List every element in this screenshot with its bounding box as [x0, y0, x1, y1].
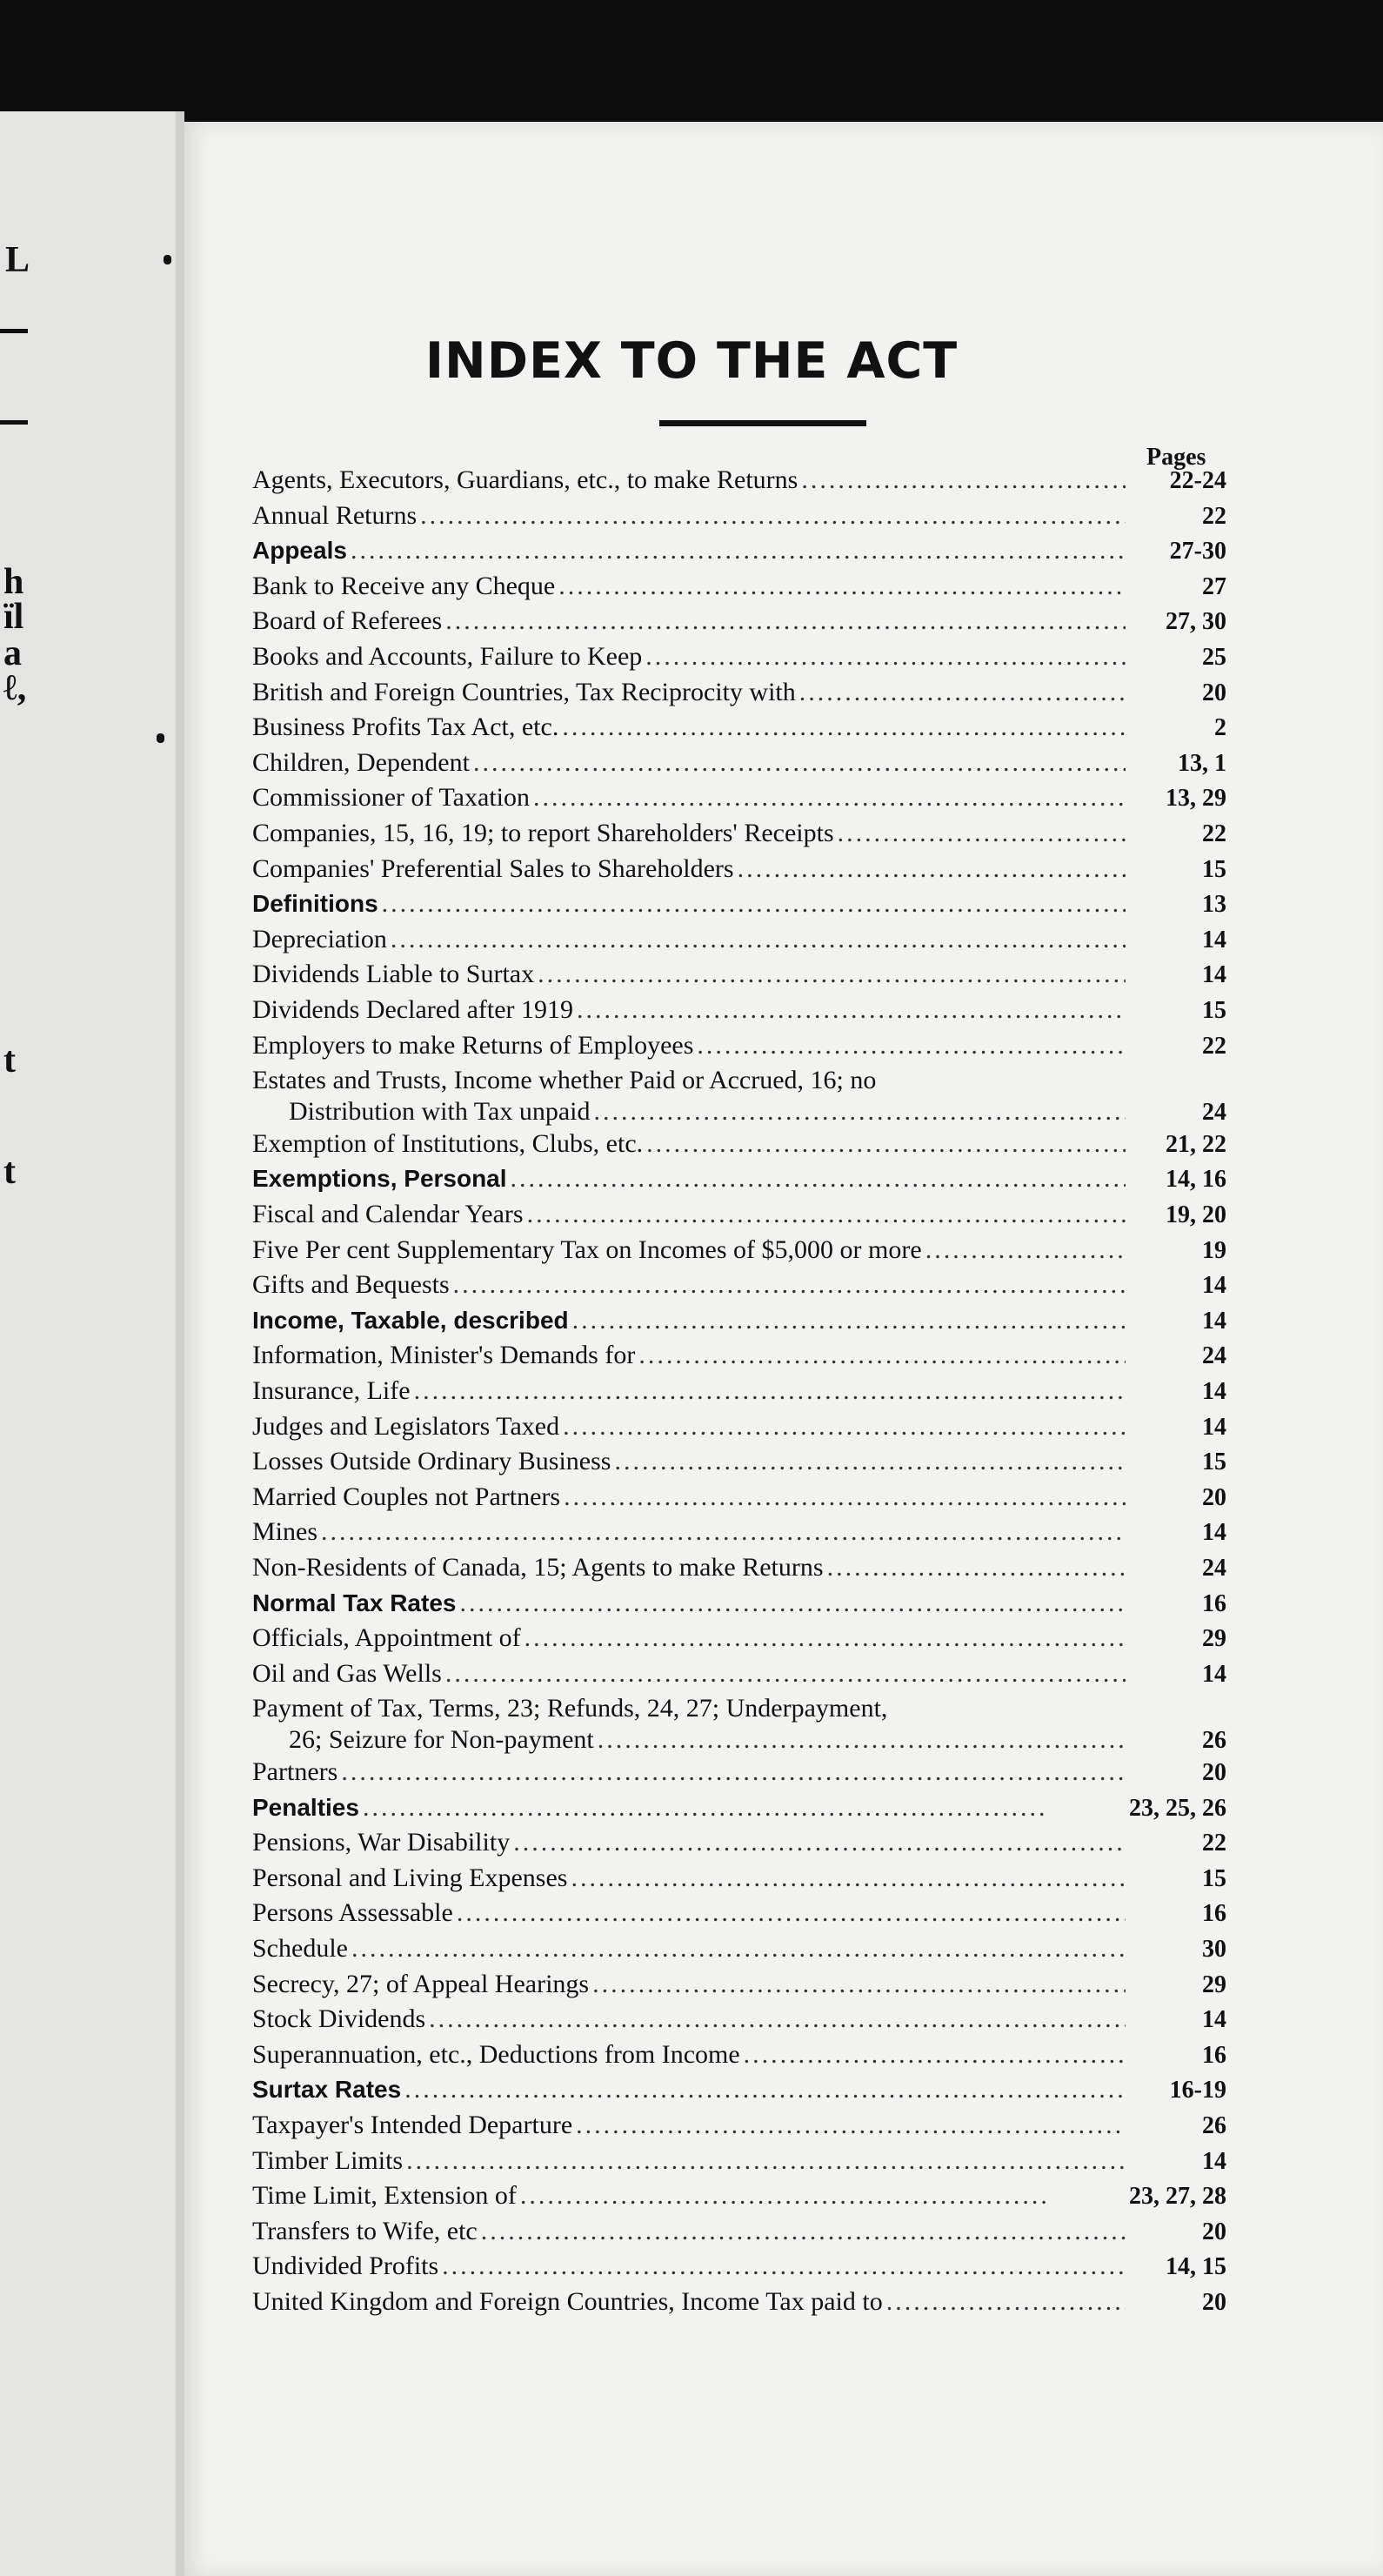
entry-label: Taxpayer's Intended Departure [252, 2111, 573, 2139]
left-fragment: h [3, 562, 24, 602]
entry-pages: 19 [1202, 1236, 1226, 1264]
leader-dots [420, 498, 1126, 533]
entry-pages: 14 [1202, 1660, 1226, 1688]
entry-pages: 15 [1202, 1449, 1226, 1476]
index-entry [252, 1621, 1226, 1656]
leader-dots [513, 1825, 1126, 1860]
book-spine [176, 111, 184, 2576]
index-entry [252, 1550, 1226, 1585]
index-entry [252, 1233, 1226, 1268]
entry-label: Five Per cent Supplementary Tax on Incomes of $5,000 or more [252, 1234, 922, 1264]
pages-column-header: Pages [1146, 444, 1206, 471]
leader-dots [538, 957, 1126, 992]
entry-pages: 22 [1202, 820, 1226, 847]
entry-pages: 24 [1202, 1099, 1226, 1127]
entry-pages: 16 [1202, 1900, 1226, 1928]
entry-pages: 23, 25, 26 [1129, 1794, 1226, 1822]
leader-dots [445, 604, 1126, 639]
index-entry [252, 1161, 1226, 1196]
left-fragment: ïl [3, 597, 24, 637]
entry-label: Books and Accounts, Failure to Keep [252, 642, 643, 671]
leader-dots [558, 569, 1126, 604]
leader-dots [341, 1755, 1126, 1790]
index-entry [252, 1861, 1226, 1896]
leader-dots [429, 2002, 1126, 2037]
entry-pages: 14 [1202, 1272, 1226, 1300]
leader-dots [886, 2285, 1126, 2319]
leader-dots [382, 887, 1126, 921]
entry-pages: 30 [1202, 1936, 1226, 1963]
leader-dots [524, 1621, 1126, 1656]
title-underline [659, 420, 866, 426]
entry-label: Losses Outside Ordinary Business [252, 1447, 611, 1476]
entry-pages: 25 [1202, 644, 1226, 671]
leader-dots [533, 780, 1126, 815]
leader-dots [838, 816, 1126, 851]
entry-pages: 14, 16 [1166, 1166, 1226, 1194]
index-entry [252, 2249, 1226, 2284]
entry-label: Penalties [252, 1793, 359, 1821]
entry-label: Insurance, Life [252, 1376, 411, 1405]
entry-label: Normal Tax Rates [252, 1589, 457, 1616]
entry-pages: 20 [1202, 1483, 1226, 1511]
index-entry [252, 498, 1226, 533]
index-entry [252, 1755, 1226, 1790]
index-entry [252, 2002, 1226, 2037]
leader-dots [827, 1550, 1126, 1585]
index-entry [252, 2072, 1226, 2107]
leader-dots [473, 746, 1126, 780]
entry-pages: 27, 30 [1166, 608, 1226, 636]
leader-dots [646, 1127, 1126, 1161]
entry-pages: 22-24 [1169, 467, 1226, 494]
entry-pages: 26 [1202, 2112, 1226, 2139]
index-entry [252, 1480, 1226, 1515]
entry-label: Business Profits Tax Act, etc. [252, 713, 559, 742]
entry-label: Companies, 15, 16, 19; to report Shareholders' Receipts [252, 819, 834, 847]
entry-pages: 22 [1202, 1830, 1226, 1857]
leader-dots [442, 2249, 1126, 2284]
leader-dots [459, 1586, 1126, 1621]
index-entry [252, 2108, 1226, 2143]
leader-dots [363, 1790, 1047, 1825]
left-fragment: a [3, 633, 22, 673]
entry-label: British and Foreign Countries, Tax Reciprocity with [252, 677, 796, 706]
index-entry [252, 887, 1226, 921]
entry-label: United Kingdom and Foreign Countries, Income Tax paid to [252, 2287, 883, 2316]
leader-dots [638, 1338, 1126, 1373]
entry-label: Dividends Declared after 1919 [252, 995, 574, 1024]
index-entry [252, 1691, 1226, 1754]
entry-pages: 22 [1202, 502, 1226, 530]
index-entry [252, 1127, 1226, 1161]
entry-label: Definitions [252, 890, 378, 918]
leader-dots [351, 533, 1126, 568]
leader-dots [744, 2037, 1126, 2072]
leader-dots [645, 639, 1126, 674]
index-entry [252, 1409, 1226, 1444]
leader-dots [563, 1409, 1126, 1444]
entry-pages: 15 [1202, 1864, 1226, 1892]
index-entry [252, 993, 1226, 1027]
entry-pages: 15 [1202, 997, 1226, 1024]
ink-dot [164, 255, 171, 264]
index-entry [252, 639, 1226, 674]
entry-label: Information, Minister's Demands for [252, 1341, 636, 1370]
entry-pages: 13, 29 [1166, 785, 1226, 813]
index-entry [252, 816, 1226, 851]
entry-label: Gifts and Bequests [252, 1270, 450, 1300]
left-facing-page [0, 111, 176, 2576]
index-entry [252, 2214, 1226, 2249]
entry-label: Bank to Receive any Cheque [252, 571, 556, 600]
leader-dots [925, 1233, 1126, 1268]
index-entry [252, 957, 1226, 992]
entry-pages: 14 [1202, 1307, 1226, 1335]
index-entry [252, 1303, 1226, 1338]
entry-label: Non-Residents of Canada, 15; Agents to make Returns [252, 1553, 824, 1582]
entry-label: Exemption of Institutions, Clubs, etc. [252, 1128, 644, 1158]
entry-label: Surtax Rates [252, 2076, 402, 2104]
entry-label: Board of Referees [252, 606, 443, 636]
index-entry [252, 1825, 1226, 1860]
index-entry [252, 2144, 1226, 2178]
index-entry [252, 1444, 1226, 1479]
index-entry [252, 1374, 1226, 1408]
index-entry [252, 1931, 1226, 1966]
entry-label: Oil and Gas Wells [252, 1658, 442, 1688]
entry-label: Income, Taxable, described [252, 1306, 569, 1334]
leader-dots [404, 2072, 1126, 2107]
entry-pages: 21, 22 [1166, 1130, 1226, 1158]
entry-continuation: 26; Seizure for Non-payment [289, 1725, 594, 1755]
entry-pages: 15 [1202, 855, 1226, 883]
leader-dots [594, 1098, 1126, 1126]
entry-pages: 16-19 [1169, 2077, 1226, 2104]
leader-dots [481, 2214, 1126, 2249]
leader-dots [738, 852, 1126, 887]
leader-dots [697, 1028, 1126, 1063]
entry-pages: 22 [1202, 1032, 1226, 1060]
entry-label: Agents, Executors, Guardians, etc., to make Returns [252, 465, 798, 494]
leader-dots [576, 2108, 1126, 2143]
leader-dots [414, 1374, 1126, 1408]
entry-label: Companies' Preferential Sales to Shareholders [252, 853, 734, 883]
left-fragment: ℓ, [3, 668, 27, 708]
leader-dots [572, 1303, 1126, 1338]
entry-label: Judges and Legislators Taxed [252, 1411, 560, 1441]
entry-label: Superannuation, etc., Deductions from Income [252, 2039, 740, 2069]
leader-dots [562, 710, 1126, 745]
entry-label: Mines [252, 1517, 317, 1547]
entry-pages: 20 [1202, 2218, 1226, 2245]
entry-label: Commissioner of Taxation [252, 783, 530, 813]
entry-pages: 14 [1202, 961, 1226, 989]
entry-pages: 14 [1202, 2006, 1226, 2034]
ink-dot [157, 733, 164, 743]
index-entry [252, 1896, 1226, 1930]
entry-pages: 20 [1202, 2289, 1226, 2316]
leader-dots [453, 1268, 1126, 1302]
leader-dots [391, 922, 1126, 957]
entry-pages: 14 [1202, 1413, 1226, 1441]
leader-dots [457, 1896, 1126, 1930]
entry-label: Timber Limits [252, 2145, 404, 2175]
entry-continuation: Distribution with Tax unpaid [289, 1097, 591, 1127]
index-entry [252, 852, 1226, 887]
entry-label: Children, Dependent [252, 747, 470, 777]
entry-pages: 27 [1202, 572, 1226, 600]
index-entry [252, 1967, 1226, 2002]
leader-dots [564, 1480, 1126, 1515]
index-entry [252, 604, 1226, 639]
entry-pages: 16 [1202, 1589, 1226, 1617]
entry-label: Payment of Tax, Terms, 23; Refunds, 24, 27; Underpayment, [252, 1694, 888, 1723]
index-entry [252, 1656, 1226, 1691]
index-entry [252, 780, 1226, 815]
leader-dots [351, 1931, 1126, 1966]
entry-pages: 24 [1202, 1555, 1226, 1582]
index-entry [252, 1268, 1226, 1302]
entry-pages: 14 [1202, 1519, 1226, 1547]
entry-pages: 14, 15 [1166, 2253, 1226, 2281]
index-entry [252, 922, 1226, 957]
entry-pages: 20 [1202, 1759, 1226, 1786]
leader-dots [592, 1967, 1126, 2002]
index-entry [252, 569, 1226, 604]
index-entry [252, 710, 1226, 745]
entry-pages: 27-30 [1169, 538, 1226, 565]
entry-pages: 16 [1202, 2041, 1226, 2069]
entry-pages: 2 [1214, 714, 1226, 742]
entry-label: Pensions, War Disability [252, 1828, 511, 1857]
leader-dots [511, 1161, 1126, 1196]
entry-pages: 14 [1202, 926, 1226, 953]
entry-pages: 14 [1202, 2147, 1226, 2175]
entry-label: Dividends Liable to Surtax [252, 960, 535, 989]
index-entry [252, 1338, 1226, 1373]
entry-pages: 19, 20 [1166, 1201, 1226, 1228]
entry-label: Transfers to Wife, etc [252, 2216, 478, 2245]
index-entry [252, 746, 1226, 780]
entry-label: Partners [252, 1757, 338, 1786]
index-entry [252, 1790, 1226, 1825]
index-entry [252, 2178, 1226, 2213]
entry-pages: 24 [1202, 1342, 1226, 1370]
index-entry [252, 2285, 1226, 2319]
left-fragment: t [3, 1152, 16, 1192]
index-entry [252, 533, 1226, 568]
entry-label: Undivided Profits [252, 2251, 439, 2281]
leader-dots [406, 2144, 1126, 2178]
entry-label: Schedule [252, 1934, 348, 1963]
index-entry [252, 675, 1226, 710]
entry-label: Estates and Trusts, Income whether Paid or Accrued, 16; no [252, 1066, 877, 1095]
entry-label: Stock Dividends [252, 2004, 426, 2034]
entry-label: Secrecy, 27; of Appeal Hearings [252, 1969, 590, 1998]
index-entry [252, 1028, 1226, 1063]
index-entry [252, 1063, 1226, 1126]
leader-dots [321, 1515, 1126, 1549]
index-entry [252, 1586, 1226, 1621]
leader-dots [801, 463, 1126, 498]
index-entry [252, 463, 1226, 498]
entry-label: Officials, Appointment of [252, 1623, 521, 1653]
entry-label: Time Limit, Extension of [252, 2181, 517, 2211]
leader-dots [445, 1656, 1126, 1691]
leader-dots [799, 675, 1126, 710]
index-entry [252, 1197, 1226, 1232]
leader-dots [527, 1197, 1126, 1232]
entry-label: Exemptions, Personal [252, 1165, 507, 1193]
entry-pages: 13 [1202, 891, 1226, 919]
entry-pages: 13, 1 [1178, 749, 1226, 777]
leader-dots [571, 1861, 1126, 1896]
leader-dots [577, 993, 1126, 1027]
entry-pages: 26 [1202, 1727, 1226, 1755]
entry-pages: 29 [1202, 1625, 1226, 1653]
entry-label: Persons Assessable [252, 1898, 453, 1928]
left-fragment: L [5, 240, 30, 280]
entry-label: Married Couples not Partners [252, 1482, 561, 1511]
entry-pages: 29 [1202, 1970, 1226, 1998]
entry-label: Personal and Living Expenses [252, 1863, 568, 1892]
entry-label: Annual Returns [252, 500, 418, 530]
entry-pages: 23, 27, 28 [1129, 2183, 1226, 2211]
leader-dots [598, 1726, 1126, 1754]
leader-dots [614, 1444, 1126, 1479]
page-title: INDEX TO THE ACT [424, 332, 959, 390]
entry-label: Employers to make Returns of Employees [252, 1030, 694, 1060]
left-fragment: t [3, 1040, 16, 1081]
entry-label: Fiscal and Calendar Years [252, 1200, 524, 1228]
index-entry [252, 2037, 1226, 2072]
entry-label: Appeals [252, 537, 347, 565]
entry-label: Depreciation [252, 924, 387, 953]
entry-pages: 20 [1202, 679, 1226, 706]
index-entry [252, 1515, 1226, 1549]
leader-dots [520, 2178, 1047, 2213]
entry-pages: 14 [1202, 1378, 1226, 1405]
